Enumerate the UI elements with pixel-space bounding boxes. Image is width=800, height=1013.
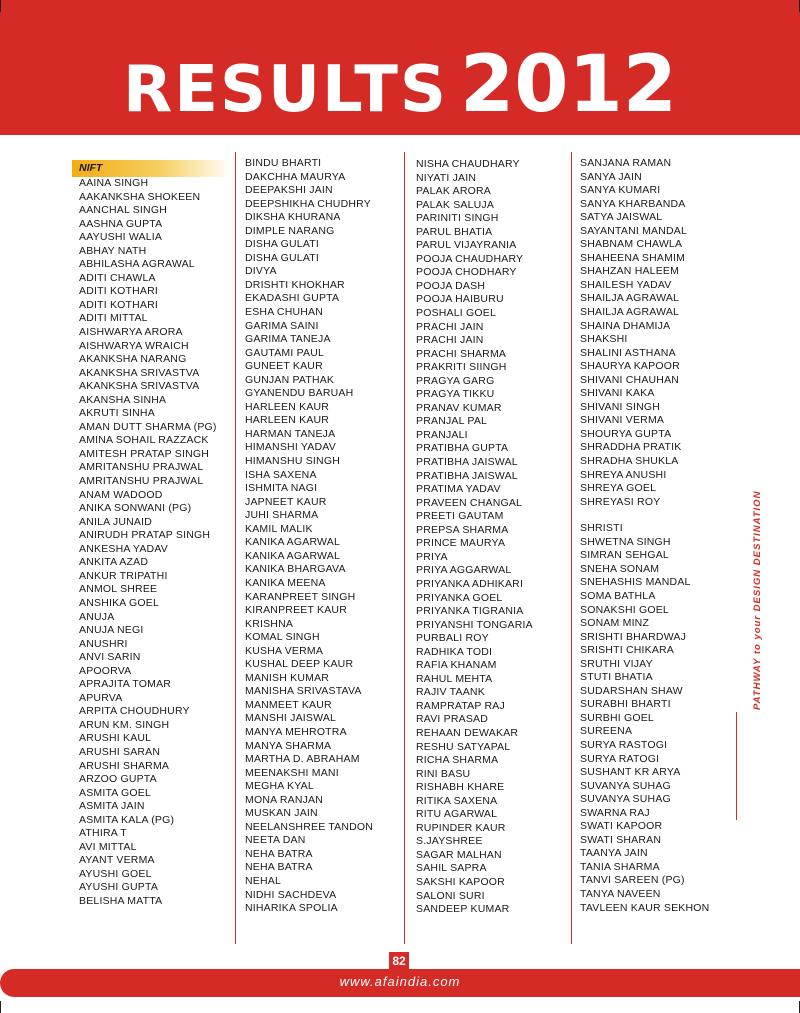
student-name: HARMAN TANEJA [245, 427, 336, 440]
student-name: SANYA KHARBANDA [580, 197, 686, 210]
student-name: AAINA SINGH [79, 177, 149, 189]
student-name: GUNEET KAUR [245, 360, 323, 373]
student-name: SWATI KAPOOR [580, 820, 663, 833]
student-name: SHRISTI [580, 522, 623, 535]
student-name: PRIYANKA TIGRANIA [416, 605, 524, 618]
student-name: NEHA BATRA [245, 847, 313, 860]
student-name: POOJA DASH [416, 279, 486, 292]
student-name: SAGAR MALHAN [416, 848, 502, 861]
student-name: APRAJITA TOMAR [79, 678, 172, 691]
student-name: MANYA SHARMA [245, 739, 332, 752]
student-name: SHWETNA SINGH [580, 535, 671, 548]
student-name: DISHA GULATI [245, 251, 319, 264]
student-name: MEGHA KYAL [245, 780, 314, 793]
student-name: SOMA BATHLA [580, 589, 656, 602]
student-name: MANISH KUMAR [245, 671, 330, 684]
student-name: ANSHIKA GOEL [79, 596, 160, 609]
student-name: DIKSHA KHURANA [245, 211, 341, 224]
side-tagline: PATHWAY to your DESIGN DESTINATION [752, 490, 763, 710]
student-name: SIMRAN SEHGAL [580, 549, 669, 562]
student-name: SHREYA GOEL [580, 482, 657, 495]
student-name: KANIKA MEENA [245, 576, 326, 589]
student-name: ANVI SARIN [79, 651, 141, 664]
student-name: NIYATI JAIN [416, 171, 477, 184]
student-name: ARUN KM. SINGH [79, 718, 170, 731]
student-name: ABHAY NATH [79, 244, 147, 257]
student-name: MUSKAN JAIN [245, 807, 318, 820]
student-name: RUPINDER KAUR [416, 821, 506, 834]
side-rule [736, 712, 737, 820]
student-name: PRANAV KUMAR [416, 401, 502, 414]
student-name: PRATIBHA GUPTA [416, 442, 509, 455]
student-name: KANIKA AGARWAL [245, 549, 341, 562]
student-name: SAYANTANI MANDAL [580, 224, 688, 237]
student-name: RAHUL MEHTA [416, 672, 493, 685]
student-name: PALAK SALUJA [416, 198, 495, 211]
student-name: PRIYANKA GOEL [416, 591, 503, 604]
student-name: ARUSHI SARAN [79, 745, 161, 758]
student-name: SHAKSHI [580, 333, 628, 346]
student-name: AMITESH PRATAP SINGH [79, 447, 210, 460]
student-name: MANISHA SRIVASTAVA [245, 685, 362, 698]
student-name: S.JAYSHREE [416, 835, 483, 848]
page-title [0, 40, 800, 130]
student-name: SHAHEENA SHAMIM [580, 251, 686, 264]
student-name: ANKITA AZAD [79, 556, 149, 569]
student-name: SURBHI GOEL [580, 711, 654, 724]
student-name: NIHARIKA SPOLIA [245, 902, 338, 915]
student-name: PRAGYA GARG [416, 374, 495, 387]
student-name: PRATIMA YADAV [416, 483, 501, 496]
footer-url[interactable]: www.afaindia.com [339, 974, 461, 989]
student-name: PRACHI JAIN [416, 334, 484, 347]
student-name: ARZOO GUPTA [79, 773, 157, 786]
student-name: KUSHAL DEEP KAUR [245, 658, 354, 671]
student-name: TANVI SAREEN (PG) [580, 874, 685, 887]
student-name: HARLEEN KAUR [245, 400, 330, 413]
student-name: AKANKSHA SRIVASTVA [79, 380, 200, 393]
student-name: POSHALI GOEL [416, 307, 497, 320]
student-name: SHIVANI VERMA [580, 414, 665, 427]
student-name: ANKUR TRIPATHI [79, 569, 168, 582]
student-name: RAMPRATAP RAJ [416, 699, 505, 712]
student-name: AAKANKSHA SHOKEEN [79, 190, 201, 203]
student-name: TANIA SHARMA [580, 860, 660, 873]
student-name: SHIVANI KAKA [580, 387, 655, 400]
student-name: SONAM MINZ [580, 617, 650, 630]
student-name: ABHILASHA AGRAWAL [79, 258, 195, 271]
student-name: SANYA KUMARI [580, 184, 661, 197]
student-name: DISHA GULATI [245, 238, 319, 251]
student-name: GAUTAMI PAUL [245, 346, 325, 359]
student-name: PRACHI JAIN [416, 320, 484, 333]
student-name: SUSHANT KR ARYA [580, 766, 681, 779]
student-name: PRIYANSHI TONGARIA [416, 618, 533, 631]
student-name: AKANKSHA SRIVASTVA [79, 366, 200, 379]
student-name: SHAURYA KAPOOR [580, 360, 680, 373]
student-name: DEEPSHIKHA CHUDHRY [245, 197, 371, 210]
student-name: PURBALI ROY [416, 632, 489, 645]
student-name: KARANPREET SINGH [245, 590, 356, 603]
name-column-1 [79, 177, 239, 909]
student-name: AMINA SOHAIL RAZZACK [79, 434, 209, 447]
student-name: SURYA RATOGI [580, 752, 660, 765]
student-name: HIMANSHI YADAV [245, 441, 336, 454]
student-name: SHAHZAN HALEEM [580, 265, 680, 278]
student-name: DIVYA [245, 265, 277, 278]
student-name: SHIVANI CHAUHAN [580, 373, 680, 386]
student-name: ANAM WADOOD [79, 488, 163, 501]
student-name: GUNJAN PATHAK [245, 373, 335, 386]
student-name: NEHAL [245, 874, 282, 887]
student-name: NEETA DAN [245, 834, 306, 847]
title-year: 2012 [459, 40, 678, 130]
student-name: MONA RANJAN [245, 793, 324, 806]
name-column-3 [416, 158, 576, 917]
crop-mark [0, 0, 1, 12]
student-name: KUSHA VERMA [245, 644, 324, 657]
student-name: TAANYA JAIN [580, 847, 648, 860]
student-name: DRISHTI KHOKHAR [245, 278, 345, 291]
student-name: KOMAL SINGH [245, 631, 320, 644]
student-name: ASMITA KALA (PG) [79, 813, 175, 826]
student-name: ESHA CHUHAN [245, 306, 324, 319]
student-name: NISHA CHAUDHARY [416, 158, 520, 170]
student-name: SONAKSHI GOEL [580, 603, 669, 616]
student-name: SNEHASHIS MANDAL [580, 576, 691, 589]
student-name: SAHIL SAPRA [416, 862, 487, 875]
student-name: RAFIA KHANAM [416, 659, 497, 672]
student-name: KIRANPREET KAUR [245, 604, 347, 617]
student-name: RITIKA SAXENA [416, 794, 498, 807]
student-name: ARUSHI KAUL [79, 732, 152, 745]
student-name: AKANKSHA NARANG [79, 353, 187, 366]
student-name: SUVANYA SUHAG [580, 793, 671, 806]
student-name: DAKCHHA MAURYA [245, 170, 346, 183]
student-name: TAVLEEN KAUR SEKHON [580, 901, 710, 914]
student-name: ANMOL SHREE [79, 583, 158, 596]
student-name: PARINITI SINGH [416, 212, 499, 225]
student-name: PRACHI SHARMA [416, 347, 507, 360]
student-name: ISHMITA NAGI [245, 482, 318, 495]
student-name: MEENAKSHI MANI [245, 766, 339, 779]
student-name: TANYA NAVEEN [580, 887, 661, 900]
student-name: ANUJA NEGI [79, 624, 144, 637]
student-name: AKANSHA SINHA [79, 393, 167, 406]
student-name: SANJANA RAMAN [580, 157, 672, 169]
student-name: ASMITA JAIN [79, 800, 145, 813]
student-name: APOORVA [79, 664, 132, 677]
student-name: MANSHI JAISWAL [245, 712, 337, 725]
student-name: AMAN DUTT SHARMA (PG) [79, 420, 217, 433]
page-number: 82 [389, 952, 409, 970]
student-name: PREETI GAUTAM [416, 510, 504, 523]
student-name: KANIKA BHARGAVA [245, 563, 346, 576]
student-name: SUDARSHAN SHAW [580, 684, 683, 697]
student-name: RICHA SHARMA [416, 754, 499, 767]
student-name: GARIMA SAINI [245, 319, 319, 332]
student-name: KRISHNA [245, 617, 294, 630]
student-name: BINDU BHARTI [245, 157, 322, 169]
student-name: PARUL BHATIA [416, 225, 493, 238]
student-name: DIMPLE NARANG [245, 224, 335, 237]
student-name: PRANJAL PAL [416, 415, 488, 428]
student-name: PRANJALI [416, 428, 468, 441]
student-name: AASHNA GUPTA [79, 217, 163, 230]
student-name: RADHIKA TODI [416, 645, 493, 658]
student-name: SHAILESH YADAV [580, 278, 672, 291]
student-name: JAPNEET KAUR [245, 495, 327, 508]
student-name: PALAK ARORA [416, 185, 491, 198]
student-name: PREPSA SHARMA [416, 523, 509, 536]
student-name: ANIKA SONWANI (PG) [79, 502, 192, 515]
student-name: AKRUTI SINHA [79, 407, 155, 420]
student-name: SRISHTI BHARDWAJ [580, 630, 687, 643]
student-name: ADITI KOTHARI [79, 285, 159, 298]
student-name: ANILA JUNAID [79, 515, 153, 528]
student-name: ADITI CHAWLA [79, 271, 156, 284]
student-name: RESHU SATYAPAL [416, 740, 511, 753]
title-word: RESULTS [122, 53, 448, 127]
student-name: AMRITANSHU PRAJWAL [79, 475, 204, 488]
student-name: PRATIBHA JAISWAL [416, 469, 518, 482]
student-name: AANCHAL SINGH [79, 204, 167, 217]
student-name: POOJA CHODHARY [416, 266, 517, 279]
student-name: SHAILJA AGRAWAL [580, 292, 680, 305]
student-name: SUVANYA SUHAG [580, 779, 671, 792]
student-name: AAYUSHI WALIA [79, 231, 163, 244]
section-label-nift: NIFT [72, 160, 232, 177]
student-name: ANUJA [79, 610, 115, 623]
student-name: POOJA CHAUDHARY [416, 252, 524, 265]
student-name: NEELANSHREE TANDON [245, 820, 374, 833]
student-name: NIDHI SACHDEVA [245, 888, 337, 901]
student-name: JUHI SHARMA [245, 509, 319, 522]
student-name: AMRITANSHU PRAJWAL [79, 461, 204, 474]
student-name: ADITI MITTAL [79, 312, 148, 325]
student-name: PRAVEEN CHANGAL [416, 496, 523, 509]
student-name: RAJIV TAANK [416, 686, 485, 699]
list-gap [580, 509, 740, 522]
student-name: PARUL VIJAYRANIA [416, 239, 517, 252]
student-name: RINI BASU [416, 767, 471, 780]
student-name: AYANT VERMA [79, 854, 155, 867]
name-column-2 [245, 157, 405, 916]
student-name: AISHWARYA ARORA [79, 326, 183, 339]
student-name: SHAINA DHAMIJA [580, 319, 671, 332]
student-name: SHREYASI ROY [580, 495, 661, 508]
student-name: HIMANSHU SINGH [245, 455, 340, 468]
student-name: SURABHI BHARTI [580, 698, 671, 711]
student-name: STUTI BHATIA [580, 671, 653, 684]
student-name: NEHA BATRA [245, 861, 313, 874]
student-name: SURYA RASTOGI [580, 738, 668, 751]
student-name: KAMIL MALIK [245, 522, 313, 535]
student-name: PRINCE MAURYA [416, 537, 506, 550]
student-name: SANYA JAIN [580, 170, 642, 183]
student-name: PRATIBHA JAISWAL [416, 456, 518, 469]
student-name: ANIRUDH PRATAP SINGH [79, 529, 211, 542]
footer-bar [0, 969, 800, 997]
student-name: PRIYANKA ADHIKARI [416, 577, 524, 590]
student-name: RISHABH KHARE [416, 781, 505, 794]
student-name: SRUTHI VIJAY [580, 657, 653, 670]
student-name: SHAILJA AGRAWAL [580, 306, 680, 319]
student-name: ADITI KOTHARI [79, 298, 159, 311]
student-name: SNEHA SONAM [580, 562, 660, 575]
student-name: AISHWARYA WRAICH [79, 339, 189, 352]
student-name: PRIYA [416, 550, 448, 563]
student-name: SRISHTI CHIKARA [580, 644, 675, 657]
student-name: SATYA JAISWAL [580, 211, 663, 224]
student-name: SHREYA ANUSHI [580, 468, 667, 481]
student-name: POOJA HAIBURU [416, 293, 504, 306]
student-name: ANKESHA YADAV [79, 542, 168, 555]
student-name: AYUSHI GUPTA [79, 881, 159, 894]
student-name: HARLEEN KAUR [245, 414, 330, 427]
student-name: GYANENDU BARUAH [245, 387, 354, 400]
student-name: SUREENA [580, 725, 633, 738]
student-name: SHALINI ASTHANA [580, 346, 676, 359]
student-name: RAVI PRASAD [416, 713, 489, 726]
student-name: ARUSHI SHARMA [79, 759, 170, 772]
student-name: KANIKA AGARWAL [245, 536, 341, 549]
student-name: AVI MITTAL [79, 840, 137, 853]
student-name: SHOURYA GUPTA [580, 427, 672, 440]
student-name: SALONI SURI [416, 889, 485, 902]
student-name: SHABNAM CHAWLA [580, 238, 683, 251]
student-name: SANDEEP KUMAR [416, 903, 510, 916]
student-name: SHRADHA SHUKLA [580, 455, 679, 468]
student-name: ANUSHRI [79, 637, 128, 650]
student-name: SHIVANI SINGH [580, 400, 661, 413]
student-name: EKADASHI GUPTA [245, 292, 340, 305]
student-name: ARPITA CHOUDHURY [79, 705, 190, 718]
student-name: APURVA [79, 691, 123, 704]
student-name: BELISHA MATTA [79, 894, 163, 907]
student-name: AYUSHI GOEL [79, 867, 152, 880]
name-column-4 [580, 157, 740, 915]
student-name: MARTHA D. ABRAHAM [245, 753, 360, 766]
student-name: SWARNA RAJ [580, 806, 650, 819]
student-name: SWATI SHARAN [580, 833, 662, 846]
student-name: ISHA SAXENA [245, 468, 317, 481]
student-name: DEEPAKSHI JAIN [245, 184, 333, 197]
student-name: SAKSHI KAPOOR [416, 875, 505, 888]
student-name: RITU AGARWAL [416, 808, 498, 821]
student-name: PRAKRITI SIINGH [416, 361, 507, 374]
student-name: MANMEET KAUR [245, 698, 332, 711]
student-name: SHRADDHA PRATIK [580, 441, 682, 454]
student-name: PRAGYA TIKKU [416, 388, 495, 401]
student-name: MANYA MEHROTRA [245, 725, 347, 738]
student-name: ASMITA GOEL [79, 786, 152, 799]
student-name: PRIYA AGGARWAL [416, 564, 512, 577]
crop-mark [0, 1001, 1, 1013]
student-name: REHAAN DEWAKAR [416, 726, 519, 739]
student-name: GARIMA TANEJA [245, 333, 331, 346]
student-name: ATHIRA T [79, 827, 127, 840]
